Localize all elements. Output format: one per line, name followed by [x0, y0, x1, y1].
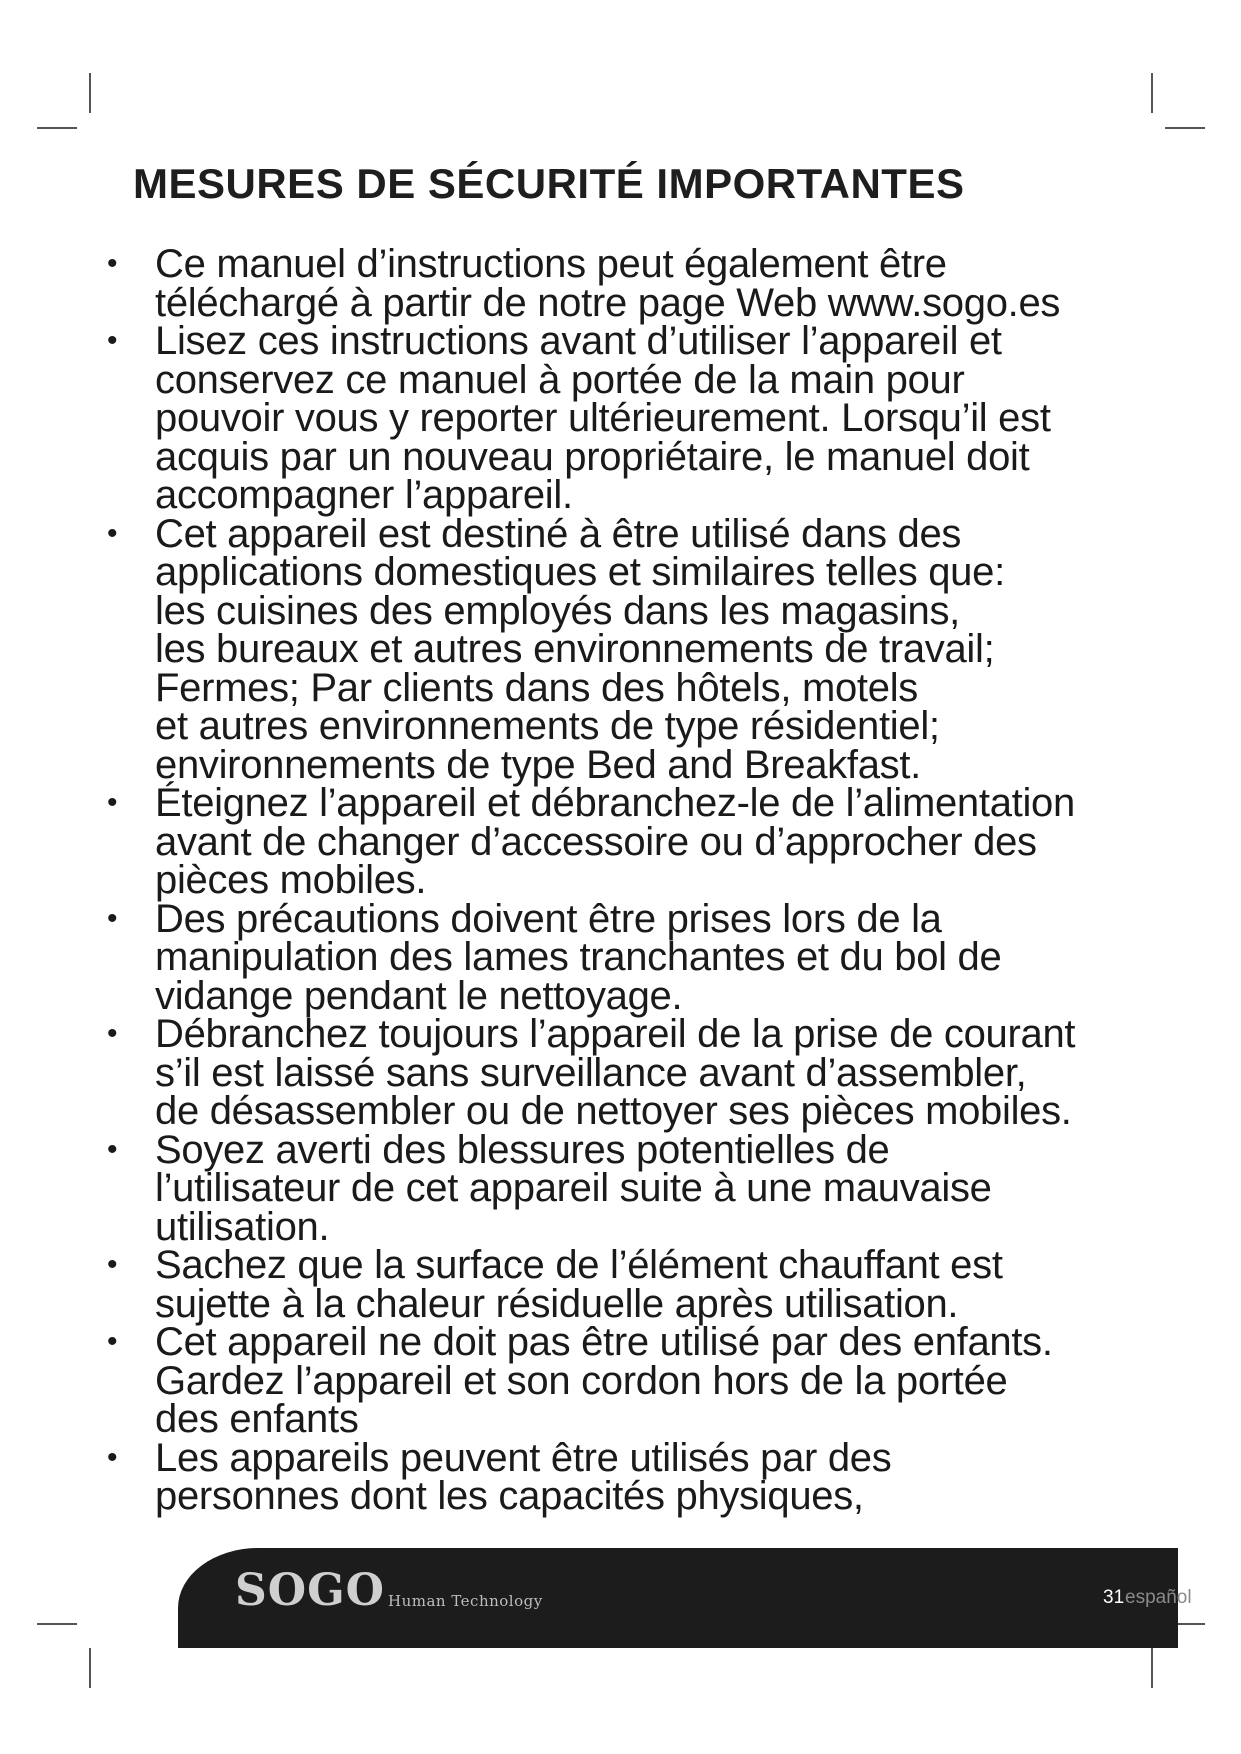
list-item: [95, 1243, 1175, 1326]
list-item-line: Ce manuel d’instructions peut également être: [155, 242, 947, 286]
bullet-icon: •: [107, 901, 118, 935]
list-item-line: de désassembler ou de nettoyer ses pièces mobiles.: [155, 1089, 1072, 1133]
bullet-icon: •: [107, 516, 118, 550]
list-item-line: téléchargé à partir de notre page Web www.sogo.es: [155, 280, 1061, 325]
list-item: [95, 242, 1175, 325]
bullet-icon: •: [107, 1248, 118, 1281]
list-item-line: sujette à la chaleur résiduelle après utilisation.: [155, 1281, 959, 1326]
list-item-line: avant de changer d’accessoire ou d’approcher des: [155, 819, 1037, 864]
page-title: MESURES DE SÉCURITÉ IMPORTANTES: [133, 160, 965, 207]
list-item: [95, 511, 1175, 787]
list-item-line: Débranchez toujours l’appareil de la prise de courant: [155, 1012, 1076, 1056]
list-item: [95, 1012, 1175, 1133]
list-item-line: Les appareils peuvent être utilisés par des: [155, 1435, 892, 1480]
list-item-line: des enfants: [155, 1397, 359, 1441]
crop-mark-bottom-left: [89, 1648, 91, 1688]
list-item-line: Cet appareil est destiné à être utilisé dans des: [155, 511, 962, 556]
page-number: 31: [1103, 1587, 1125, 1608]
brand-tagline: Human Technology: [388, 1592, 543, 1610]
safety-bullet-list: [95, 242, 1175, 1518]
list-item-line: conservez ce manuel à portée de la main pour: [155, 357, 965, 402]
list-item-line: environnements de type Bed and Breakfast.: [155, 742, 921, 787]
list-item-line: les cuisines des employés dans les magasins,: [155, 588, 960, 633]
list-item-line: pièces mobiles.: [155, 858, 427, 902]
list-item: [95, 319, 1175, 517]
language-label: español: [1125, 1587, 1192, 1608]
crop-mark-top-right: [1151, 73, 1153, 113]
crop-mark-bottom-left: [37, 1623, 77, 1625]
safety-content: [95, 242, 1175, 1518]
list-item-line: Cet appareil ne doit pas être utilisé par des enfants.: [155, 1320, 1053, 1364]
list-item: [95, 1435, 1175, 1518]
list-item-line: s’il est laissé sans surveillance avant d’assembler,: [155, 1050, 1027, 1095]
bullet-icon: •: [107, 324, 118, 357]
crop-mark-bottom-right: [1151, 1648, 1153, 1688]
crop-mark-top-left: [89, 73, 91, 113]
bullet-icon: •: [107, 1017, 118, 1050]
list-item-line: vidange pendant le nettoyage.: [155, 973, 683, 1018]
list-item-line: et autres environnements de type résidentiel;: [155, 704, 940, 748]
list-item-line: utilisation.: [155, 1204, 330, 1249]
list-item: [95, 1320, 1175, 1441]
list-item: [95, 781, 1175, 902]
bullet-icon: •: [107, 247, 118, 280]
list-item-line: les bureaux et autres environnements de travail;: [155, 627, 995, 671]
crop-mark-top-right: [1165, 127, 1205, 129]
bullet-icon: •: [107, 1132, 118, 1166]
list-item-line: Des précautions doivent être prises lors de la: [155, 896, 942, 941]
list-item-line: Éteignez l’appareil et débranchez-le de l’alimentation: [155, 781, 1075, 825]
list-item-line: Soyez averti des blessures potentielles de: [155, 1127, 890, 1172]
list-item-line: manipulation des lames tranchantes et du bol de: [155, 935, 1002, 979]
list-item-line: applications domestiques et similaires telles que:: [155, 550, 1005, 594]
bullet-icon: •: [107, 1440, 118, 1474]
list-item-line: Sachez que la surface de l’élément chauffant est: [155, 1243, 1003, 1287]
list-item-line: accompagner l’appareil.: [155, 473, 573, 517]
list-item-line: acquis par un nouveau propriétaire, le manuel doit: [155, 434, 1030, 479]
list-item-line: Gardez l’appareil et son cordon hors de la portée: [155, 1358, 1008, 1403]
list-item-line: l’utilisateur de cet appareil suite à une mauvaise: [155, 1166, 992, 1210]
bullet-icon: •: [107, 786, 118, 819]
list-item-line: personnes dont les capacités physiques,: [155, 1474, 864, 1518]
list-item-line: Fermes; Par clients dans des hôtels, motels: [155, 665, 918, 710]
list-item-line: pouvoir vous y reporter ultérieurement. Lorsqu’il est: [155, 396, 1051, 440]
crop-mark-top-left: [37, 127, 77, 129]
list-item: [95, 1127, 1175, 1249]
brand-logo: SOGO: [235, 1565, 386, 1616]
list-item-line: Lisez ces instructions avant d’utiliser l’appareil et: [155, 319, 1002, 363]
list-item: [95, 896, 1175, 1018]
bullet-icon: •: [107, 1325, 118, 1358]
